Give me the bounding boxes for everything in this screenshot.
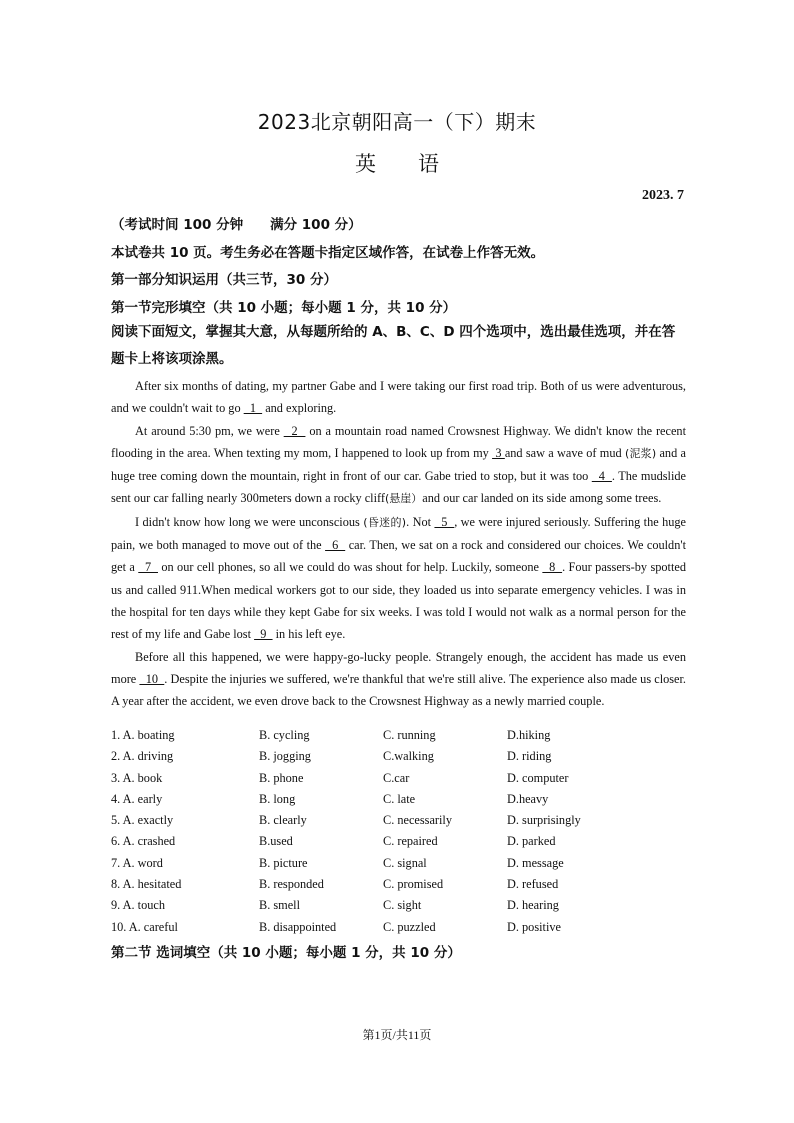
option-b: B. disappointed (259, 919, 337, 934)
note-cliff: (悬崖） (384, 492, 423, 506)
option-row (111, 768, 686, 789)
option-d: D. riding (507, 749, 552, 764)
paragraph-4: Before all this happened, we were happy-go-lucky people. Strangely enough, the accident has made us even more 10 . Despite the injuries we suffered, we're thankful that we're still alive. The experience also made us closer. A year after the accident, we even drove back to the Crowsnest Highway as a newly married couple. (111, 649, 687, 709)
option-d: D.heavy (507, 791, 549, 806)
option-a: 5. A. exactly (111, 813, 174, 828)
time-info: （考试时间 100 分钟 满分 100 分） (111, 217, 362, 233)
option-b: B. clearly (259, 813, 307, 828)
blank-6: 6 (325, 538, 346, 553)
option-a: 9. A. touch (111, 898, 165, 913)
option-row (111, 725, 686, 746)
option-d: D. hearing (507, 898, 559, 913)
option-c: C.walking (383, 749, 434, 764)
paragraph-1: After six months of dating, my partner Gabe and I were taking our first road trip. Both of us were adventurous, and we couldn't wait to go 1 and exploring. (111, 379, 686, 416)
option-row (111, 831, 686, 852)
option-b: B.used (259, 834, 293, 849)
option-d: D. message (507, 855, 564, 870)
option-a: 8. A. hesitated (111, 877, 182, 892)
options-list (111, 725, 686, 938)
exam-date: 2023. 7 (642, 188, 684, 203)
blank-5: 5 (434, 514, 455, 529)
option-a: 7. A. word (111, 855, 163, 870)
option-c: C. necessarily (383, 813, 452, 828)
blank-10: 10 (139, 671, 165, 686)
option-b: B. smell (259, 898, 300, 913)
option-row (111, 810, 686, 831)
option-a: 4. A. early (111, 791, 163, 806)
option-c: C. promised (383, 877, 444, 892)
blank-1: 1 (243, 401, 263, 416)
blank-8: 8 (542, 560, 563, 575)
part1-heading: 第一部分知识运用（共三节，30 分） (111, 272, 337, 288)
option-d: D. computer (507, 770, 569, 785)
blank-3: 3 (492, 445, 505, 460)
option-b: B. jogging (259, 749, 311, 764)
option-c: C. puzzled (383, 919, 436, 934)
option-row (111, 874, 686, 895)
directions: 阅读下面短文，掌握其大意，从每题所给的 A、B、C、D 四个选项中，选出最佳选项，并在答题卡上将该项涂黑。 (111, 324, 676, 367)
exam-title: 2023北京朝阳高一（下）期末 (257, 110, 537, 134)
option-d: D. positive (507, 919, 561, 934)
section1-heading: 第一节完形填空（共 10 小题；每小题 1 分，共 10 分） (111, 300, 457, 316)
paragraph-2: At around 5:30 pm, we were 2 on a mountain road named Crowsnest Highway. We didn't know the recent flooding in the area. When texting my mom, I happened to look up from my 3 and saw a wave of mud (泥浆) and a huge tree coming down the mountain, right in front of our car. Gabe tried to stop, but it was too 4 . The mudslide sent our car falling nearly 300meters down a rocky cliff(悬崖）and our car landed on its side among some trees. (111, 423, 686, 506)
blank-9: 9 (254, 627, 273, 642)
exam-notice: 本试卷共 10 页。考生务必在答题卡指定区域作答，在试卷上作答无效。 (111, 245, 545, 261)
option-b: B. cycling (259, 728, 310, 742)
option-b: B. picture (259, 855, 308, 870)
option-a: 2. A. driving (111, 749, 174, 764)
section2-heading: 第二节 选词填空（共 10 小题；每小题 1 分，共 10 分） (111, 945, 461, 961)
note-mud: (泥浆) (624, 446, 657, 460)
paragraph-3: I didn't know how long we were unconscious (昏迷的). Not 5 , we were injured seriously. Suffering the huge pain, we both managed to move out of the 6 car. Then, we sat on a rock and considered our choices. We couldn't get a 7 on our cell phones, so all we could do was shout for help. Luckily, someone 8 . Four passers-by spotted us and called 911.When medical workers got to our side, they loaded us into separate emergency vehicles. I was in the hospital for ten days while they kept Gabe for six weeks. I was told I would not walk as a normal person for the rest of my life and Gabe lost 9 in his left eye. (111, 514, 686, 642)
option-row (111, 746, 686, 767)
subject-title: 英 语 (355, 152, 439, 176)
note-unconscious: (昏迷的) (363, 515, 407, 529)
option-c: C. late (383, 791, 416, 806)
blank-2: 2 (283, 423, 306, 438)
option-d: D. parked (507, 834, 556, 849)
option-b: B. long (259, 791, 296, 806)
option-c: C. repaired (383, 834, 438, 849)
option-a: 3. A. book (111, 770, 163, 785)
option-c: C.car (383, 770, 410, 785)
option-c: C. signal (383, 855, 427, 870)
option-row (111, 853, 686, 874)
page-footer: 第1页/共11页 (362, 1028, 432, 1042)
option-a: 10. A. careful (111, 919, 178, 934)
option-d: D. surprisingly (507, 813, 581, 828)
cloze-passage (111, 375, 686, 712)
option-a: 6. A. crashed (111, 834, 176, 849)
option-row (111, 917, 686, 938)
option-b: B. responded (259, 877, 324, 892)
blank-7: 7 (138, 560, 158, 575)
blank-4: 4 (591, 469, 612, 484)
option-a: 1. A. boating (111, 728, 175, 742)
option-c: C. running (383, 728, 436, 742)
option-b: B. phone (259, 770, 304, 785)
option-row (111, 895, 686, 916)
option-c: C. sight (383, 898, 422, 913)
option-d: D. refused (507, 877, 559, 892)
option-d: D.hiking (507, 728, 551, 742)
option-row (111, 789, 686, 810)
